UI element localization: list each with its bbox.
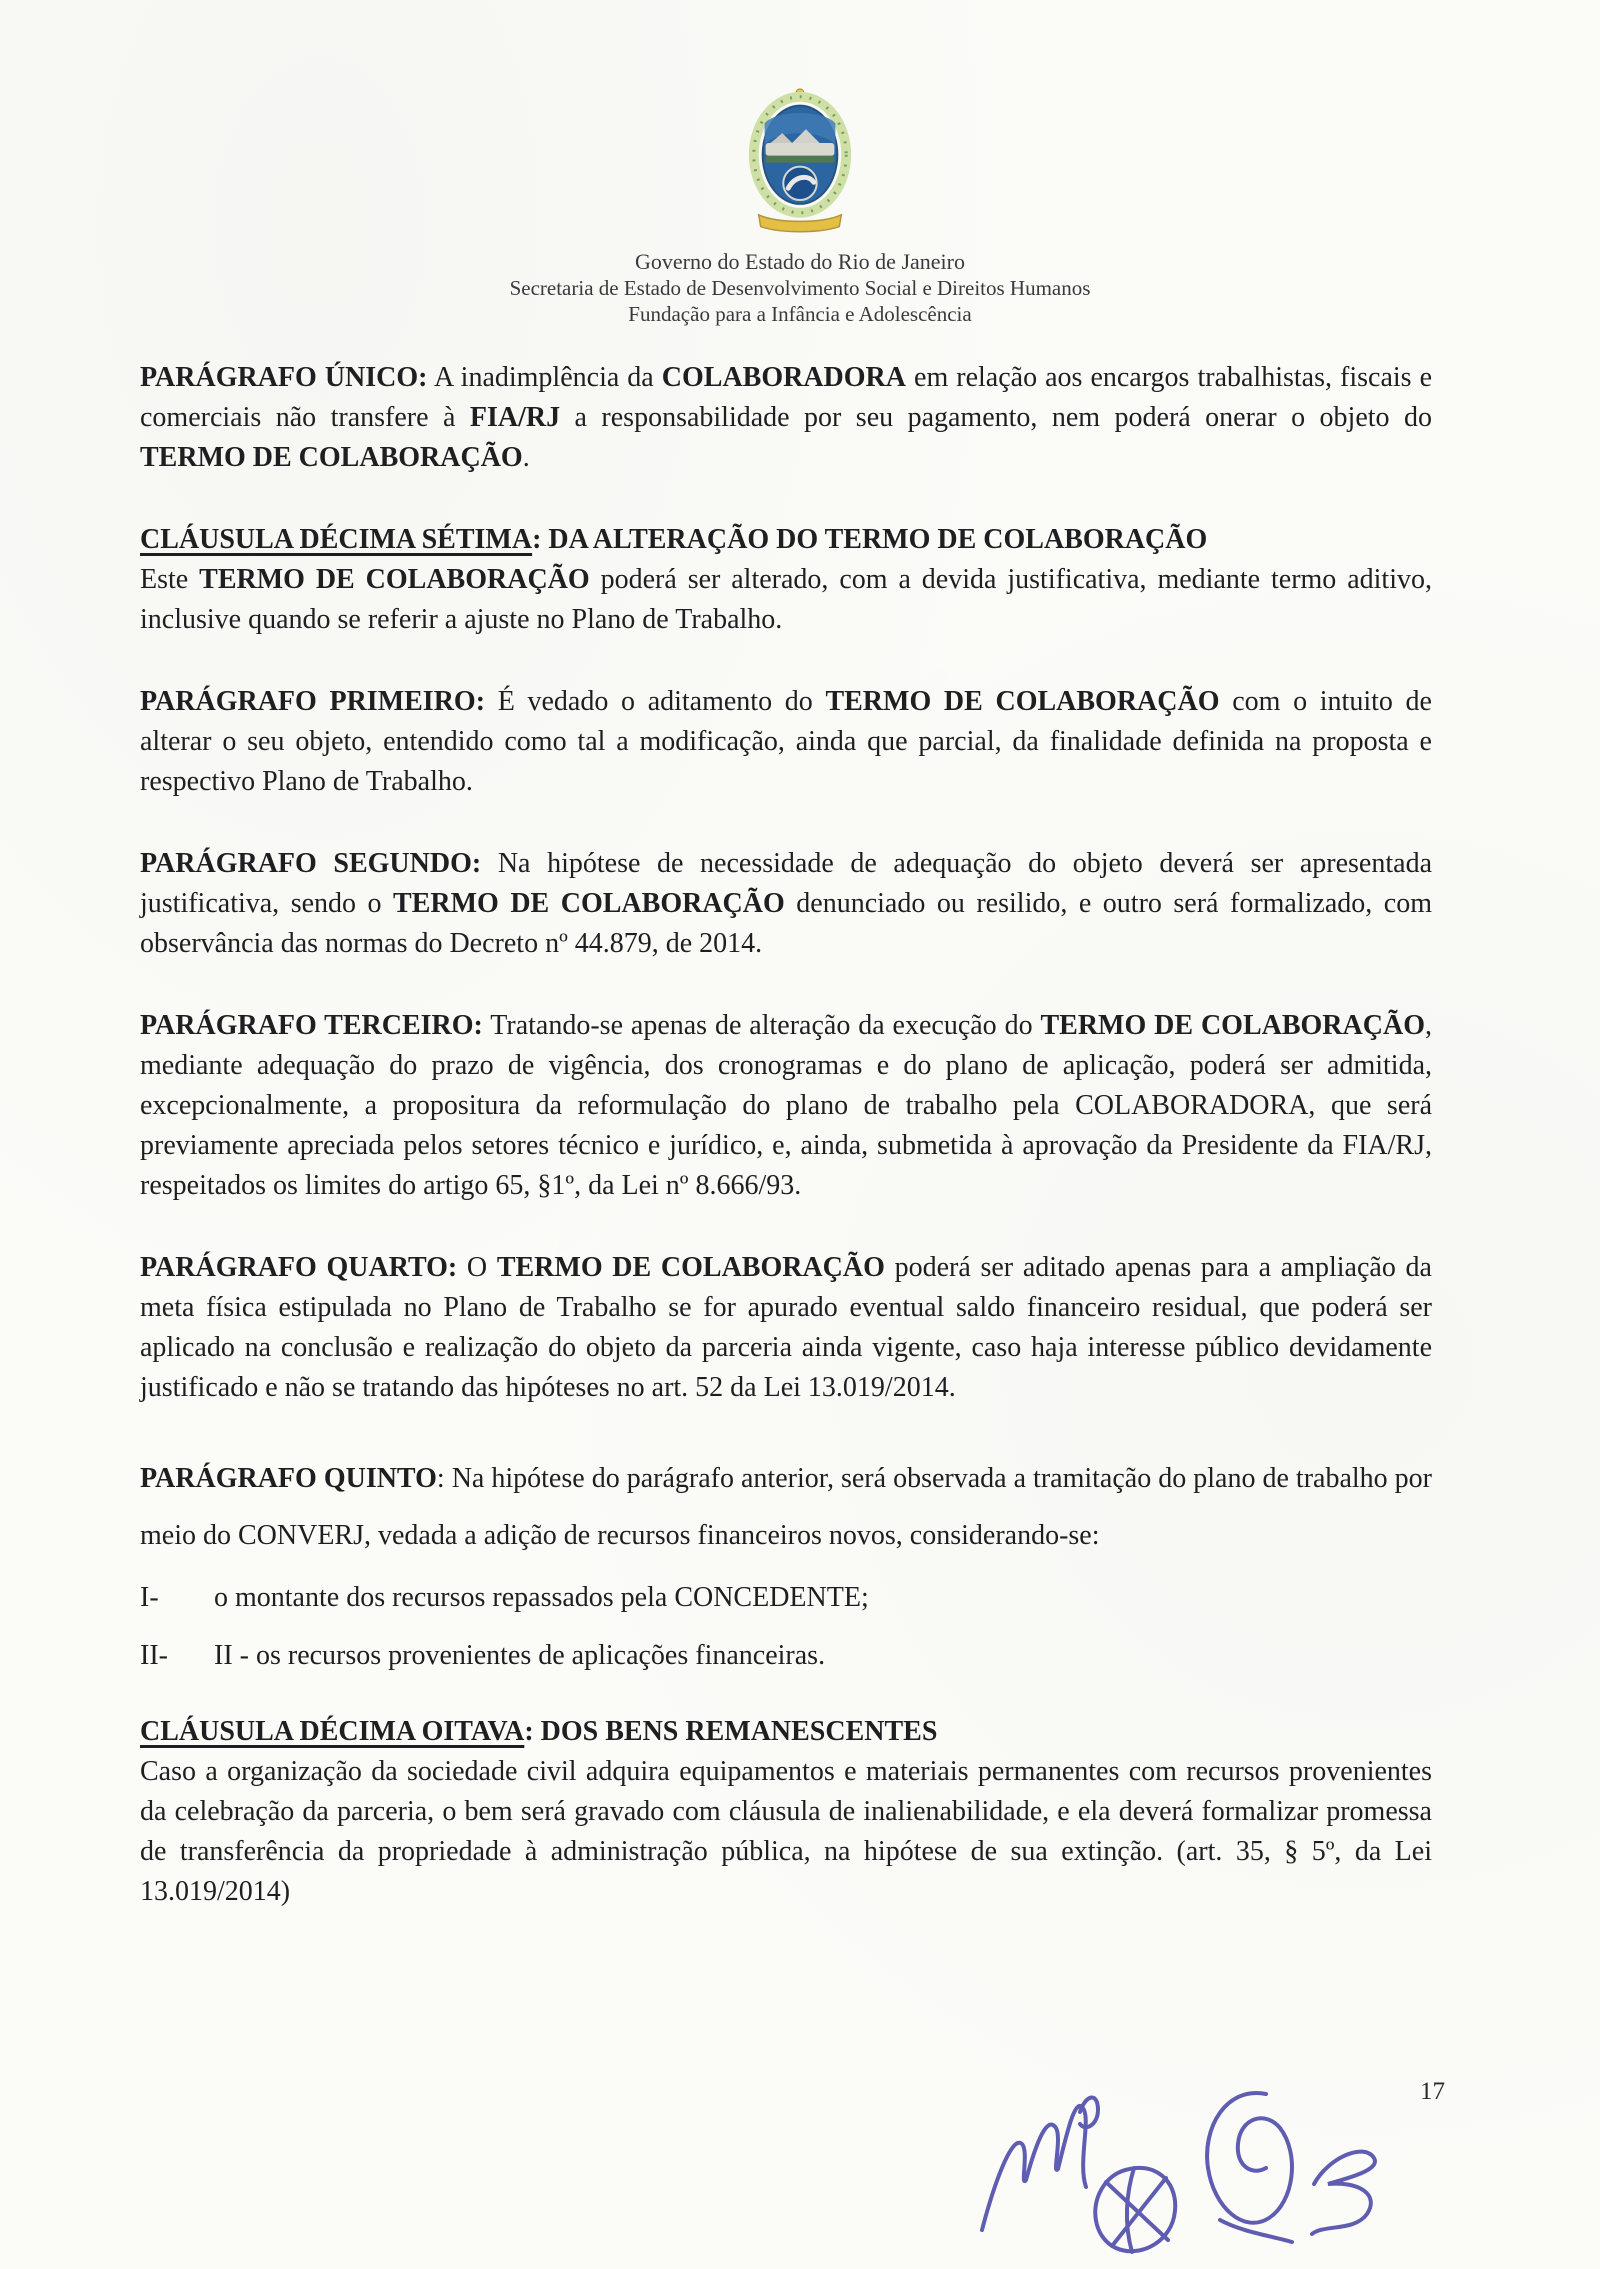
header-government-line: Governo do Estado do Rio de Janeiro [635, 249, 965, 274]
paragrafo-primeiro [140, 682, 1432, 802]
text-segment: CLÁUSULA DÉCIMA OITAVA [140, 1716, 525, 1747]
list-item-marker: II- [140, 1640, 168, 1671]
text-segment: Na hipótese de necessidade de adequação do objeto deverá ser apresentada justificativa, sendo o [140, 848, 1432, 919]
rio-state-coat-of-arms-icon [741, 84, 859, 236]
text-segment: em relação aos encargos trabalhistas, fiscais e comerciais não transfere à [140, 362, 1433, 433]
inciso-um [140, 1578, 1432, 1618]
text-segment: poderá ser alterado, com a devida justificativa, mediante termo aditivo, inclusive quando se referir a ajuste no Plano de Trabalho. [140, 564, 1432, 635]
text-segment: a responsabilidade por seu pagamento, nem poderá onerar o objeto do [560, 402, 1432, 433]
text-segment: PARÁGRAFO QUARTO: [140, 1252, 458, 1283]
text-segment: TERMO DE COLABORAÇÃO [393, 888, 785, 919]
text-segment: PARÁGRAFO TERCEIRO: [140, 1010, 483, 1041]
text-segment: : DA ALTERAÇÃO DO TERMO DE COLABORAÇÃO [532, 524, 1208, 555]
list-item-text [214, 1636, 1432, 1676]
text-segment: PARÁGRAFO ÚNICO: [140, 362, 428, 393]
clausula-decima-setima-body [140, 560, 1432, 640]
text-segment: A inadimplência da [427, 362, 662, 393]
text-segment: TERMO DE COLABORAÇÃO [199, 564, 590, 595]
text-segment: TERMO DE COLABORAÇÃO [496, 1252, 885, 1283]
paragrafo-segundo [140, 844, 1432, 964]
text-segment: II - os recursos provenientes de aplicações financeiras. [214, 1640, 826, 1671]
clausula-decima-setima-heading [140, 520, 1432, 560]
document-body [140, 358, 1432, 1954]
text-segment: TERMO DE COLABORAÇÃO [1040, 1010, 1425, 1041]
text-segment: CLÁUSULA DÉCIMA SÉTIMA [140, 524, 533, 555]
text-segment: Caso a organização da sociedade civil adquira equipamentos e materiais permanentes com recursos provenientes da celebração da parceria, o bem será gravado com cláusula de inalienabilidade, e ela deverá formalizar promessa de transferência da propriedade à administração pública, na hipótese de sua extinção. (art. 35, § 5º, da Lei 13.019/2014) [140, 1756, 1432, 1907]
header-secretariat-line: Secretaria de Estado de Desenvolvimento Social e Direitos Humanos [509, 276, 1091, 300]
text-segment: TERMO DE COLABORAÇÃO [140, 442, 523, 473]
document-header [0, 84, 1600, 327]
text-segment: É vedado o aditamento do [485, 686, 826, 717]
text-segment: poderá ser aditado apenas para a ampliação da meta física estipulada no Plano de Trabalho se for apurado eventual saldo financeiro residual, que poderá ser aplicado na conclusão e realização do objeto da parceria ainda vigente, caso haja interesse público devidamente justificado e não se tratando das hipóteses no art. 52 da Lei 13.019/2014. [140, 1252, 1432, 1403]
text-segment: , mediante adequação do prazo de vigência, dos cronogramas e do plano de aplicação, poderá ser admitida, excepcionalmente, a propositura da reformulação do plano de trabalho pela COLABORADORA, que será previamente apreciada pelos setores técnico e jurídico, e, ainda, submetida à aprovação da Presidente da FIA/RJ, respeitados os limites do artigo 65, §1º, da Lei nº 8.666/93. [140, 1010, 1432, 1201]
paragrafo-terceiro [140, 1006, 1432, 1206]
text-segment: : DOS BENS REMANESCENTES [524, 1716, 938, 1747]
handwritten-signature-icon [968, 2072, 1408, 2267]
text-segment: PARÁGRAFO SEGUNDO: [140, 848, 482, 879]
text-segment: o montante dos recursos repassados pela CONCEDENTE; [214, 1582, 869, 1613]
text-segment: Tratando-se apenas de alteração da execução do [482, 1010, 1041, 1041]
text-segment: PARÁGRAFO QUINTO [140, 1463, 437, 1494]
text-segment: : Na hipótese do parágrafo anterior, será observada a tramitação do plano de trabalho por meio do CONVERJ, vedada a adição de recursos financeiros novos, considerando-se: [140, 1463, 1433, 1551]
clausula-decima-oitava-body [140, 1752, 1432, 1912]
text-segment: com o intuito de alterar o seu objeto, entendido como tal a modificação, ainda que parcial, da finalidade definida na proposta e respectivo Plano de Trabalho. [140, 686, 1432, 797]
inciso-dois [140, 1636, 1432, 1676]
clausula-decima-oitava-heading [140, 1712, 1432, 1752]
text-segment: denunciado ou resilido, e outro será formalizado, com observância das normas do Decreto nº 44.879, de 2014. [140, 888, 1432, 959]
page-number: 17 [1420, 2078, 1445, 2105]
list-item-text [214, 1578, 1432, 1618]
text-segment: O [457, 1252, 497, 1283]
paragrafo-quinto [140, 1450, 1432, 1564]
list-item-marker: I- [140, 1582, 159, 1613]
header-foundation-line: Fundação para a Infância e Adolescência [628, 302, 972, 326]
paragrafo-quarto [140, 1248, 1432, 1408]
text-segment: FIA/RJ [469, 402, 561, 433]
text-segment: Este [140, 564, 200, 595]
text-segment: . [522, 442, 530, 473]
text-segment: PARÁGRAFO PRIMEIRO: [140, 686, 486, 717]
paragrafo-unico [140, 358, 1432, 478]
text-segment: COLABORADORA [661, 362, 906, 393]
text-segment: TERMO DE COLABORAÇÃO [825, 686, 1220, 717]
